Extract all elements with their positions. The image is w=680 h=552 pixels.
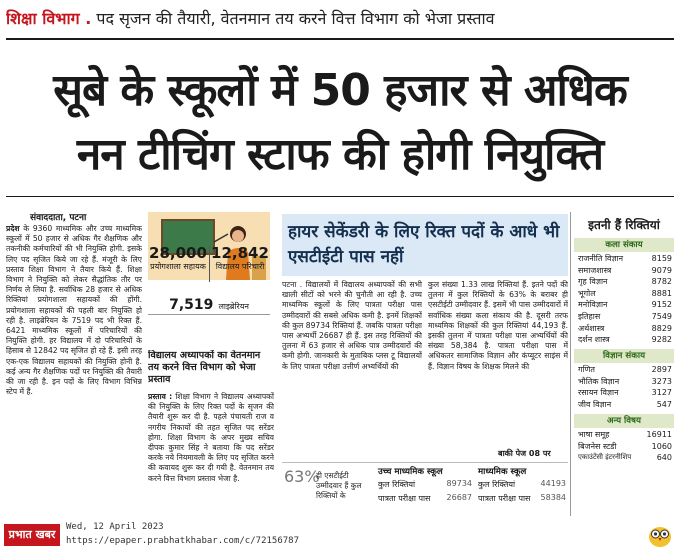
- secondary-vacancy-label: कुल रिक्तियां: [478, 480, 516, 489]
- table-row: जीव विज्ञान 547: [578, 399, 672, 409]
- table-row: मनोविज्ञान 9152: [578, 300, 672, 310]
- table-row: दर्शन शास्त्र 9282: [578, 335, 672, 345]
- kicker-line: [6, 4, 674, 34]
- headline-line-2: नन टीचिंग स्टाफ की होगी नियुक्ति: [76, 129, 604, 180]
- story-mid-body: शिक्षा विभाग ने विद्यालय अध्यापकों की नियुक्ति के लिए रिक्त पदों के सृजन की तैयारी शुरू कर दी है. पहले पंचायती राज व नगरीय निकायों की तहत सृजित पद सरेंडर होगा. शिक्षा विभाग के अपर मुख्य सचिव दीपक कुमार सिंह ने बताया कि पद सरेंडर करके नये नियमावली के लिए पद सृजित करने की कवायद शुरू कर दी गयी है. वेतनमान तय करने वित्त विभाग प्रस्ताव भेजा है.: [148, 392, 274, 483]
- stat-lab-number: 28,000: [149, 244, 207, 262]
- infobox: [282, 462, 568, 516]
- secondary-col-2: कुल संख्या 1.33 लाख रिक्तियां हैं. इतने पदों की तुलना में कुल रिक्तियों के 63% के बराबर ही एसटीईटी उम्मीदवार हैं. इसमें भी पास उम्मीदवारों में सर्वाधिक संख्या कला संकाय की है. दूसरी तरफ माध्यमिक शिक्षकों की कुल रिक्तियां 44,193 हैं. इसकी तुलना में पात्रता परीक्षा पास अभ्यर्थियों की संख्या 58,384 है. पात्रता परीक्षा पास में अधिकतर सामाजिक विज्ञान और कंप्यूटर साइंस में हैं. विज्ञान विषय के शिक्षक मिलने की: [428, 280, 568, 371]
- divider: [6, 38, 674, 40]
- divider: [148, 314, 270, 315]
- higher-vacancy-value: 89734: [446, 479, 472, 488]
- divider: [6, 196, 674, 197]
- higher-pass-label: पात्रता परीक्षा पास: [378, 494, 431, 503]
- stat-lab-label: प्रयोगशाला सहायक: [150, 262, 206, 271]
- higher-vacancy-label: कुल रिक्तियां: [378, 480, 416, 489]
- epaper-url[interactable]: https://epaper.prabhatkhabar.com/c/72156787: [66, 536, 299, 546]
- section-label: शिक्षा विभाग .: [6, 9, 92, 28]
- stat-librarian-label: लाइब्रेरियन: [218, 302, 249, 311]
- table-row: भौतिक विज्ञान 3273: [578, 376, 672, 386]
- stat-attendant-label: विद्यालय परिचारी: [215, 262, 265, 271]
- table-row: गणित 2897: [578, 365, 672, 374]
- secondary-col-1: पटना . विद्यालयों में विद्यालय अध्यापकों की सभी खाली सीटों को भरने की चुनौती आ रही है. उच्च माध्यमिक स्कूलों के लिए पात्रता परीक्षा पास उम्मीदवारों की सबसे अधिक कमी है. इनमें शिक्षकों की कुल 89734 रिक्तियां हैं. जबकि पात्रता परीक्षा पास अभ्यर्थी 26687 ही हैं. इस तरह रिक्तियों की तुलना में 63 हजार से अधिक पात्र उम्मीदवारों की कमी होगी. जानकारी के मुताबिक प्लस टू विद्यालयों के लिए पात्रता परीक्षा उत्तीर्ण अभ्यर्थियों की: [282, 280, 422, 371]
- infobox-percent: 63%: [284, 467, 320, 486]
- arts-category: कला संकाय: [574, 238, 674, 252]
- story-mid: [148, 392, 274, 516]
- infobox-percent-text: ही एसटीईटी उम्मीदवार हैं कुल रिक्तियों के: [316, 471, 362, 500]
- secondary-school-title: माध्यमिक स्कूल: [478, 467, 527, 477]
- table-row: समाजशास्त्र 9079: [578, 265, 672, 275]
- owl-icon: [646, 522, 674, 548]
- byline: संवाददाता, पटना: [30, 213, 87, 223]
- higher-pass-value: 26687: [446, 493, 472, 502]
- table-row: भाषा समूह 16911: [578, 430, 672, 439]
- table-row: एकाउंटेंसी इंटरनीशिप 640: [578, 453, 672, 463]
- table-row: राजनीति विज्ञान 8159: [578, 254, 672, 263]
- secondary-vacancy-value: 44193: [540, 479, 566, 488]
- column-divider: [570, 212, 571, 516]
- story-left: [6, 224, 142, 516]
- newspaper-logo: प्रभात खबर: [4, 524, 60, 546]
- continued-note: बाकी पेज 08 पर: [498, 449, 551, 458]
- table-row: रसायन विज्ञान 3127: [578, 388, 672, 398]
- table-row: गृह विज्ञान 8782: [578, 277, 672, 287]
- stat-attendant-number: 12,842: [211, 244, 269, 262]
- secondary-headline-box: [282, 214, 568, 276]
- table-row: इतिहास 7549: [578, 312, 672, 321]
- table-row: बिजनेस स्टडी 1060: [578, 441, 672, 451]
- stat-librarian-number: 7,519: [169, 297, 214, 313]
- story-mid-lead: प्रस्ताव :: [148, 392, 173, 401]
- stat-librarian: [148, 294, 270, 313]
- edition-date: Wed, 12 April 2023: [66, 522, 164, 532]
- secondary-pass-label: पात्रता परीक्षा पास: [478, 494, 531, 503]
- table-row: भूगोल 8881: [578, 288, 672, 298]
- story-mid-subhead: विद्यालय अध्यापकों का वेतनमान तय करने वित्त विभाग को भेजा प्रस्ताव: [148, 350, 261, 385]
- kicker-text: पद सृजन की तैयारी, वेतनमान तय करने वित्त विभाग को भेजा प्रस्ताव: [96, 9, 495, 28]
- vacancies-title: इतनी हैं रिक्तियां: [588, 218, 660, 232]
- headline-line-1: सूबे के स्कूलों में 50 हजार से अधिक: [53, 65, 627, 116]
- higher-school-title: उच्च माध्यमिक स्कूल: [378, 467, 443, 477]
- secondary-pass-value: 58384: [540, 493, 566, 502]
- other-category: अन्य विषय: [574, 414, 674, 428]
- table-row: अर्थशास्त्र 8829: [578, 323, 672, 333]
- science-category: विज्ञान संकाय: [574, 349, 674, 363]
- story-left-body: के 9360 माध्यमिक और उच्च माध्यमिक स्कूलों में 50 हजार से अधिक गैर शैक्षणिक और तकनीकी कर्मचारियों की भी नियुक्ति होगी. इसके लिए पद सृजित किये जा रहे हैं. मंजूरी के लिए प्रस्ताव शिक्षा विभाग ने तैयार किये हैं. शिक्षा विभाग ने नियुक्ति को लेकर सैद्धांतिक तौर पर निर्णय ले लिया है. सर्वाधिक 28 हजार से अधिक रिक्तियां प्रयोगशाला सहायकों की होंगी. प्रयोगशाला सहायकों की पहली बार नियुक्ति हो रही है. लाइब्रेरियन के 7519 पद भी रिक्त हैं. 6421 माध्यमिक स्कूलों में परिचारियों की नियुक्ति होगी. हर विद्यालय में दो परिचारियों के हिसाब से 12842 पद सृजित हो रहे हैं. इसी तरह एक-एक विद्यालय सहायकों की नियुक्ति होनी है. कई अन्य गैर शैक्षणिक पदों पर नियुक्ति की तैयारी की जा रही है. इन पदों के लिए विभाग विभिन्न स्टेप में हैं.: [6, 224, 142, 397]
- secondary-headline: हायर सेकेंडरी के लिए रिक्त पदों के आधे भी एसटीईटी पास नहीं: [288, 222, 560, 267]
- story-left-lead: प्रदेश: [6, 224, 20, 233]
